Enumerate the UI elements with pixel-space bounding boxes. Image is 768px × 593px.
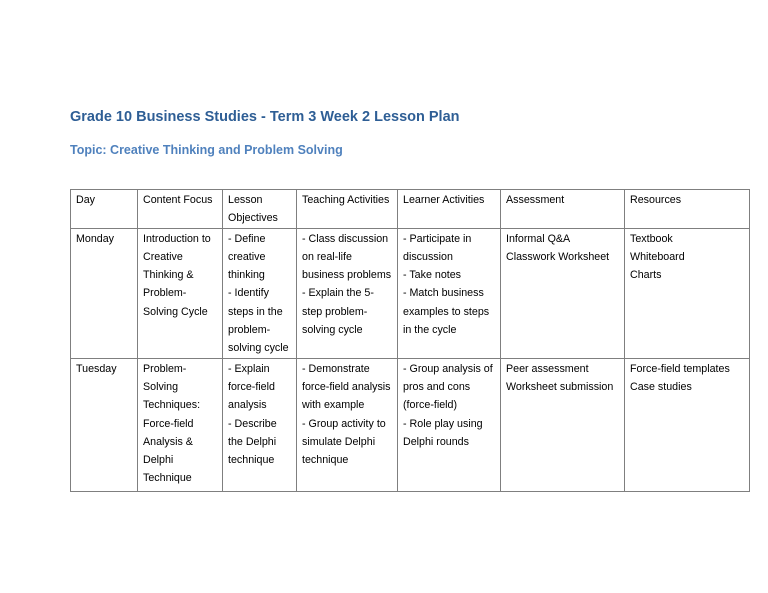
cell-text-line: pros and cons [403, 380, 471, 393]
cell-text-line: on real-life [302, 250, 352, 263]
cell-text-line: - Explain [228, 362, 270, 375]
cell-day [71, 228, 138, 358]
cell-text-line: Monday [76, 232, 115, 245]
cell-text-line: - Match business [403, 287, 484, 300]
cell-text-line: Creative [143, 250, 183, 263]
cell-text-line: - Take notes [403, 269, 462, 282]
cell-text-line: solving cycle [302, 324, 363, 337]
header-cell-content-focus [138, 190, 223, 229]
cell-text-line: examples to steps [403, 305, 490, 318]
header-cell-teaching-activities [297, 190, 398, 229]
cell-text-line: Objectives [228, 212, 278, 225]
cell-content-focus [138, 358, 223, 491]
cell-text-line: Teaching Activities [302, 194, 390, 206]
cell-text-line: thinking [228, 269, 265, 282]
cell-text-line: Whiteboard [630, 250, 685, 263]
cell-text-line: steps in the [228, 305, 283, 318]
cell-text-line: Textbook [630, 232, 673, 245]
cell-text-line: - Identify [228, 287, 269, 300]
cell-text-line: solving cycle [228, 342, 289, 355]
cell-text-line: - Explain the 5- [302, 287, 374, 300]
cell-text-line: with example [302, 399, 365, 412]
cell-text-line: Introduction to [143, 232, 211, 245]
cell-learner-activities [398, 358, 501, 491]
cell-text-line: Content Focus [143, 194, 213, 206]
cell-text-line: Solving Cycle [143, 305, 208, 318]
cell-text-line: Techniques: [143, 399, 201, 412]
cell-text-line: Tuesday [76, 362, 117, 375]
cell-text-line: force-field analysis [302, 380, 391, 393]
cell-text-line: technique [302, 454, 349, 467]
header-cell-assessment [501, 190, 625, 229]
document-title: Grade 10 Business Studies - Term 3 Week 2 Lesson Plan [70, 109, 460, 125]
cell-text-line: discussion [403, 250, 453, 263]
cell-text-line: - Class discussion [302, 232, 389, 245]
cell-text-line: technique [228, 454, 275, 467]
cell-text-line: in the cycle [403, 324, 457, 337]
cell-text-line: step problem- [302, 305, 368, 318]
cell-text-line: simulate Delphi [302, 435, 376, 448]
cell-text-line: Analysis & [143, 435, 193, 448]
table-row [71, 228, 750, 358]
cell-text-line: - Group analysis of [403, 362, 493, 375]
header-cell-lesson-objectives [223, 190, 297, 229]
cell-text-line: Case studies [630, 380, 692, 393]
header-cell-learner-activities [398, 190, 501, 229]
cell-text-line: Lesson [228, 194, 263, 206]
cell-text-line: problem- [228, 324, 271, 337]
cell-text-line: the Delphi [228, 435, 277, 448]
lesson-plan-table [70, 189, 750, 492]
table-row [71, 358, 750, 491]
cell-lesson-objectives [223, 228, 297, 358]
cell-text-line: Problem- [143, 362, 187, 375]
cell-resources [625, 228, 750, 358]
cell-text-line: Learner Activities [403, 194, 485, 206]
cell-text-line: - Describe [228, 417, 277, 430]
cell-text-line: Force-field templates [630, 362, 730, 375]
cell-text-line: (force-field) [403, 399, 458, 412]
cell-text-line: Charts [630, 269, 662, 282]
cell-text-line: Worksheet submission [506, 380, 614, 393]
cell-text-line: Informal Q&A [506, 232, 571, 245]
cell-text-line: - Group activity to [302, 417, 386, 430]
cell-text-line: - Define [228, 232, 266, 245]
cell-content-focus [138, 228, 223, 358]
cell-resources [625, 358, 750, 491]
cell-text-line: Resources [630, 194, 682, 206]
header-cell-day [71, 190, 138, 229]
cell-text-line: creative [228, 250, 266, 263]
cell-text-line: Force-field [143, 417, 194, 430]
cell-teaching-activities [297, 228, 398, 358]
cell-text-line: Technique [143, 472, 192, 485]
cell-day [71, 358, 138, 491]
cell-text-line: Delphi rounds [403, 435, 469, 448]
cell-text-line: Assessment [506, 194, 565, 206]
cell-assessment [501, 358, 625, 491]
cell-text-line: force-field [228, 380, 275, 393]
topic-heading: Topic: Creative Thinking and Problem Solving [70, 143, 343, 157]
cell-lesson-objectives [223, 358, 297, 491]
cell-text-line: Peer assessment [506, 362, 589, 375]
cell-text-line: Problem- [143, 287, 187, 300]
cell-learner-activities [398, 228, 501, 358]
header-cell-resources [625, 190, 750, 229]
cell-text-line: - Participate in [403, 232, 472, 245]
cell-text-line: analysis [228, 399, 267, 412]
cell-text-line: - Role play using [403, 417, 483, 430]
cell-text-line: - Demonstrate [302, 362, 370, 375]
cell-text-line: Delphi [143, 454, 174, 467]
cell-text-line: business problems [302, 269, 392, 282]
cell-text-line: Solving [143, 380, 179, 393]
cell-text-line: Thinking & [143, 269, 194, 282]
cell-assessment [501, 228, 625, 358]
cell-teaching-activities [297, 358, 398, 491]
cell-text-line: Classwork Worksheet [506, 250, 610, 263]
cell-text-line: Day [76, 194, 96, 206]
header-row [71, 190, 750, 229]
